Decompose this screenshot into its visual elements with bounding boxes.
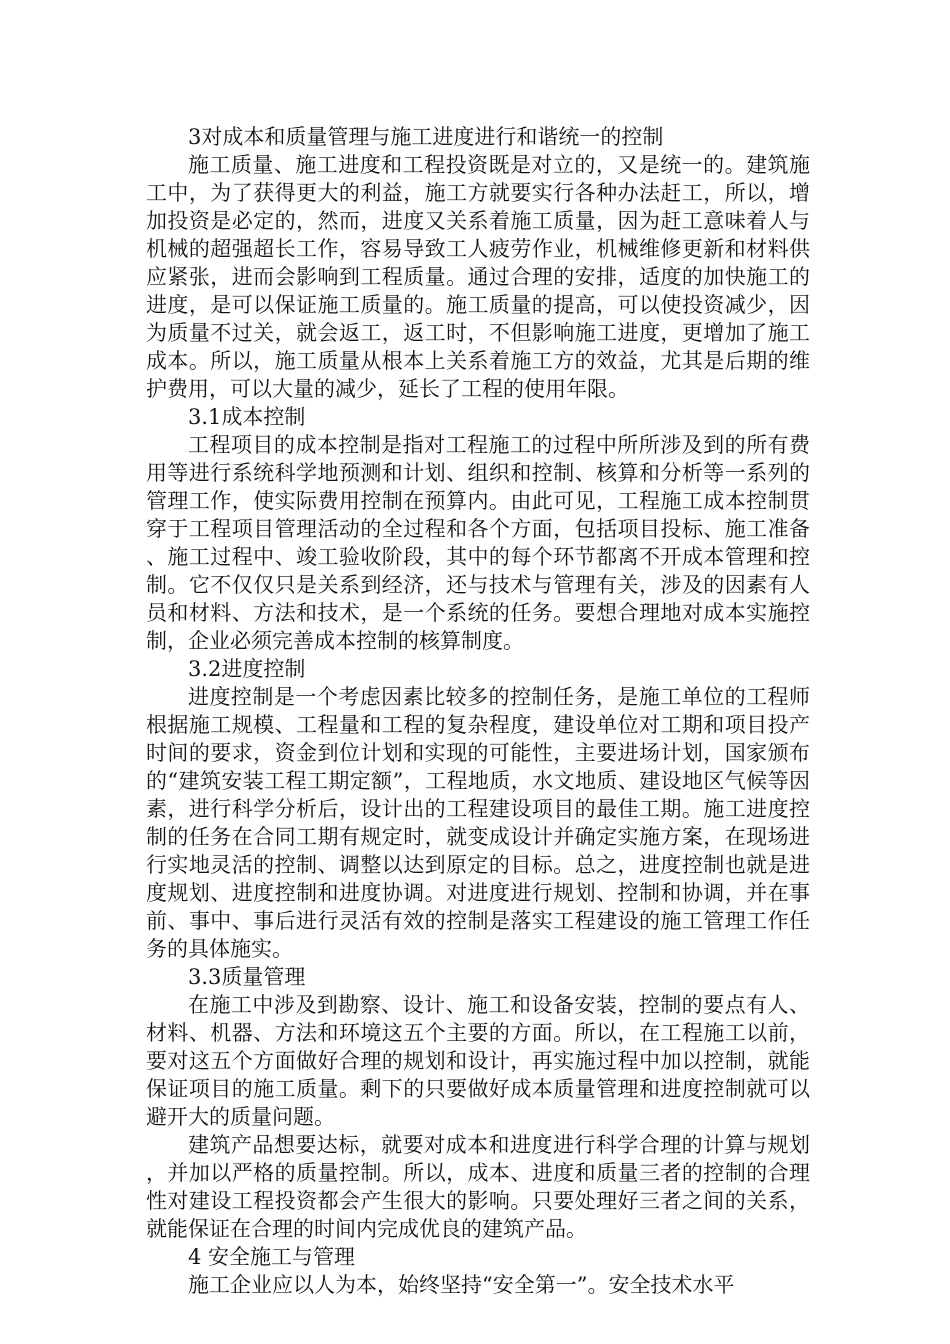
paragraph-quality-progress-investment: 施工质量、施工进度和工程投资既是对立的，又是统一的。建筑施工中，为了获得更大的利益，施工方就要实行各种办法赶工，所以，增加投资是必定的，然而，进度又关系着施工质量，因为赶工意味着人与机械的超强超长工作，容易导致工人疲劳作业，机械维修更新和材料供应紧张，进而会影响到工程质量。通过合理的安排，适度的加快施工的进度，是可以保证施工质量的。施工质量的提高，可以使投资减少，因为质量不过关，就会返工，返工时，不但影响施工进度，更增加了施工成本。所以，施工质量从根本上关系着施工方的效益，尤其是后期的维护费用，可以大量的减少，延长了工程的使用年限。 xyxy=(146,153,810,401)
paragraph-building-products: 建筑产品想要达标，就要对成本和进度进行科学合理的计算与规划，并加以严格的质量控制。所以，成本、进度和质量三者的控制的合理性对建设工程投资都会产生很大的影响。只要处理好三者之间的关系，就能保证在合理的时间内完成优良的建筑产品。 xyxy=(146,1133,810,1241)
section-heading-3-3: 3.3质量管理 xyxy=(188,965,306,989)
section-heading-3-1: 3.1成本控制 xyxy=(188,405,306,429)
document-page xyxy=(146,123,810,1299)
paragraph-cost-control: 工程项目的成本控制是指对工程施工的过程中所所涉及到的所有费用等进行系统科学地预测和计划、组织和控制、核算和分析等一系列的管理工作，使实际费用控制在预算内。由此可见，工程施工成本控制贯穿于工程项目管理活动的全过程和各个方面，包括项目投标、施工准备、施工过程中、竣工验收阶段，其中的每个环节都离不开成本管理和控制。它不仅仅只是关系到经济，还与技术与管理有关，涉及的因素有人员和材料、方法和技术，是一个系统的任务。要想合理地对成本实施控制，企业必须完善成本控制的核算制度。 xyxy=(146,433,810,653)
section-heading-3: 3对成本和质量管理与施工进度进行和谐统一的控制 xyxy=(188,125,664,149)
paragraph-safety: 施工企业应以人为本，始终坚持“安全第一”。安全技术水平 xyxy=(188,1273,735,1297)
section-heading-3-2: 3.2进度控制 xyxy=(188,657,306,681)
section-heading-4: 4 安全施工与管理 xyxy=(188,1245,356,1269)
paragraph-progress-control: 进度控制是一个考虑因素比较多的控制任务，是施工单位的工程师根据施工规模、工程量和工程的复杂程度，建设单位对工期和项目投产时间的要求，资金到位计划和实现的可能性，主要进场计划，国家颁布的“建筑安装工程工期定额”，工程地质，水文地质、建设地区气候等因素，进行科学分析后，设计出的工程建设项目的最佳工期。施工进度控制的任务在合同工期有规定时，就变成设计并确定实施方案，在现场进行实地灵活的控制、调整以达到原定的目标。总之，进度控制也就是进度规划、进度控制和进度协调。对进度进行规划、控制和协调，并在事前、事中、事后进行灵活有效的控制是落实工程建设的施工管理工作任务的具体施实。 xyxy=(146,685,810,961)
paragraph-quality-management: 在施工中涉及到勘察、设计、施工和设备安装，控制的要点有人、材料、机器、方法和环境这五个主要的方面。所以，在工程施工以前，要对这五个方面做好合理的规划和设计，再实施过程中加以控制，就能保证项目的施工质量。剩下的只要做好成本质量管理和进度控制就可以避开大的质量问题。 xyxy=(146,993,810,1129)
